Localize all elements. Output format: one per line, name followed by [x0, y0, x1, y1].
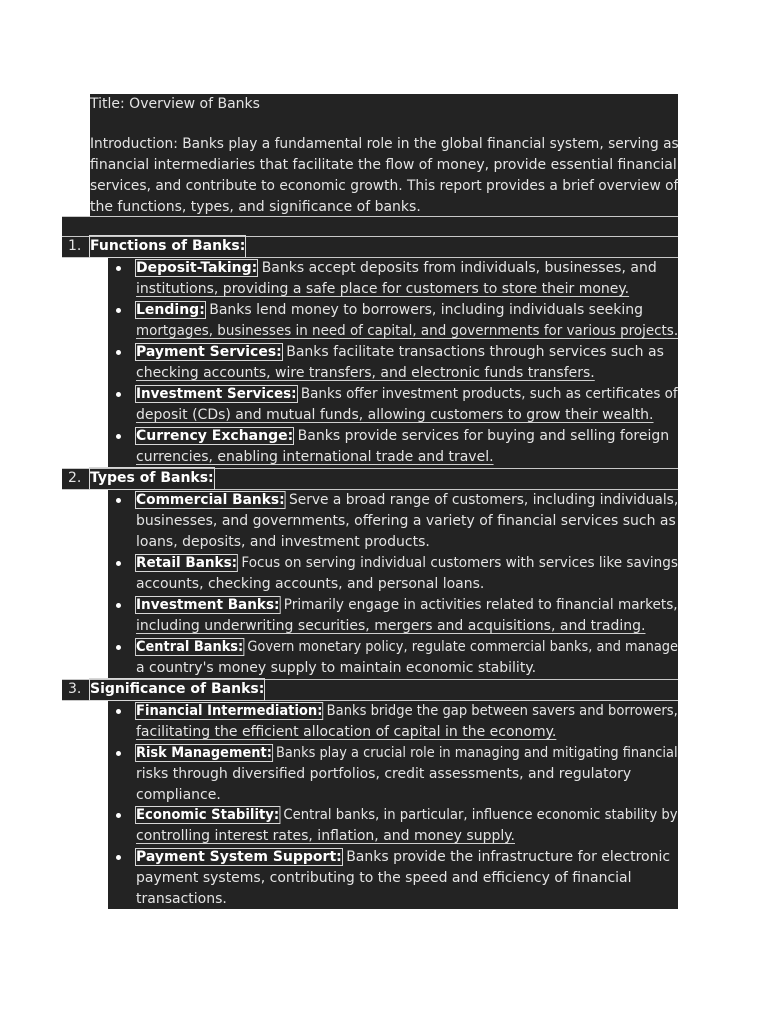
doc-title: Title: Overview of Banks	[90, 96, 260, 112]
section-heading: Types of Banks:	[90, 468, 214, 489]
item-text-cont: currencies, enabling international trade and travel.	[136, 449, 494, 465]
section-number: 2.	[68, 470, 82, 486]
item-text-cont: facilitating the efficient allocation of capital in the economy.	[136, 724, 557, 740]
item-text-cont: mortgages, businesses in need of capital, and governments for various projects.	[136, 323, 679, 339]
bullet-icon	[116, 266, 121, 271]
item-text-cont: payment systems, contributing to the speed and efficiency of financial	[136, 870, 632, 886]
item-term: Retail Banks:	[136, 555, 238, 571]
bullet-icon	[116, 498, 121, 503]
item-text-cont: deposit (CDs) and mutual funds, allowing customers to grow their wealth.	[136, 407, 654, 423]
item-term: Currency Exchange:	[136, 428, 294, 444]
item-text: Focus on serving individual customers with services like savings	[241, 555, 678, 571]
intro-line: financial intermediaries that facilitate the flow of money, provide essential financial	[90, 157, 677, 173]
item-text-cont: checking accounts, wire transfers, and electronic funds transfers.	[136, 365, 595, 381]
item-text-cont: loans, deposits, and investment products.	[136, 534, 430, 550]
intro-line: Introduction: Banks play a fundamental role in the global financial system, serving as	[90, 136, 679, 152]
list-item	[136, 701, 678, 722]
item-text: Banks provide services for buying and selling foreign	[297, 428, 670, 444]
bullet-icon	[116, 645, 121, 650]
item-text-cont: accounts, checking accounts, and personal loans.	[136, 576, 485, 592]
item-text-cont: including underwriting securities, mergers and acquisitions, and trading.	[136, 618, 646, 634]
bullet-icon	[116, 855, 121, 860]
bullet-icon	[116, 350, 121, 355]
list-item	[136, 426, 669, 447]
item-text: Banks provide the infrastructure for electronic	[346, 849, 671, 865]
intro-line: services, and contribute to economic growth. This report provides a brief overview of	[90, 178, 679, 194]
bullet-icon	[116, 603, 121, 608]
list-item	[136, 490, 678, 511]
bullet-icon	[116, 709, 121, 714]
section-heading: Significance of Banks:	[90, 679, 264, 700]
item-text: Serve a broad range of customers, including individuals,	[288, 492, 679, 508]
item-text-cont: transactions.	[136, 891, 227, 907]
item-text: Central banks, in particular, influence economic stability by	[283, 807, 678, 823]
list-item	[136, 300, 643, 321]
bullet-icon	[116, 308, 121, 313]
item-text-cont: controlling interest rates, inflation, and money supply.	[136, 828, 515, 844]
item-term: Financial Intermediation:	[136, 703, 323, 719]
list-item	[136, 553, 678, 574]
item-term: Payment Services:	[136, 344, 282, 360]
bullet-icon	[116, 392, 121, 397]
bullet-icon	[116, 751, 121, 756]
item-text-cont: businesses, and governments, offering a variety of financial services such as	[136, 513, 676, 529]
list-item	[136, 637, 678, 658]
item-text-cont: a country's money supply to maintain economic stability.	[136, 660, 537, 676]
item-term: Lending:	[136, 302, 205, 318]
item-text: Banks lend money to borrowers, including individuals seeking	[209, 302, 643, 318]
item-term: Investment Banks:	[136, 597, 280, 613]
item-text: Banks accept deposits from individuals, businesses, and	[261, 260, 657, 276]
item-text-cont: risks through diversified portfolios, credit assessments, and regulatory	[136, 766, 632, 782]
section-number: 3.	[68, 681, 82, 697]
item-text-cont: compliance.	[136, 787, 221, 803]
item-term: Payment System Support:	[136, 849, 342, 865]
item-term: Economic Stability:	[136, 807, 280, 823]
bullet-icon	[116, 813, 121, 818]
intro-line: the functions, types, and significance of banks.	[90, 199, 421, 215]
section-number: 1.	[68, 238, 82, 254]
bullet-icon	[116, 561, 121, 566]
bullet-icon	[116, 434, 121, 439]
item-text: Banks play a crucial role in managing and mitigating financial	[276, 745, 678, 761]
spacer-block	[62, 216, 678, 236]
item-term: Deposit-Taking:	[136, 260, 258, 276]
section-heading: Functions of Banks:	[90, 236, 245, 257]
item-term: Central Banks:	[136, 639, 244, 655]
item-term: Risk Management:	[136, 745, 272, 761]
item-text: Banks bridge the gap between savers and borrowers,	[326, 703, 678, 719]
item-text: Banks offer investment products, such as certificates of	[300, 386, 678, 402]
list-item	[136, 743, 678, 764]
item-text: Banks facilitate transactions through services such as	[286, 344, 664, 360]
list-item	[136, 384, 678, 405]
item-text-cont: institutions, providing a safe place for customers to store their money.	[136, 281, 630, 297]
item-text: Primarily engage in activities related to financial markets,	[283, 597, 678, 613]
list-item	[136, 258, 657, 279]
list-item	[136, 595, 678, 616]
list-item	[136, 342, 664, 363]
item-term: Investment Services:	[136, 386, 297, 402]
list-item	[136, 847, 670, 868]
item-text: Govern monetary policy, regulate commercial banks, and manage	[247, 639, 678, 655]
item-term: Commercial Banks:	[136, 492, 285, 508]
list-item	[136, 805, 678, 826]
